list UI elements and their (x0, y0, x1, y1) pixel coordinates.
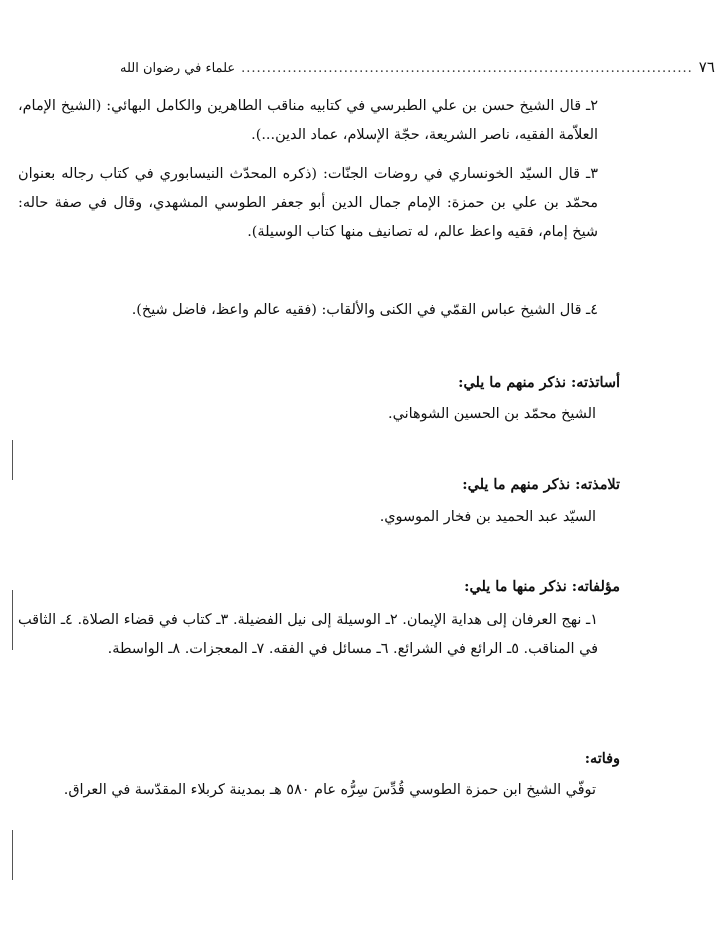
students-text: السيّد عبد الحميد بن فخار الموسوي. (379, 509, 596, 525)
scan-margin-line (12, 590, 13, 650)
running-header (120, 58, 715, 76)
scan-margin-line (12, 440, 13, 480)
opinion-4: ٤ـ قال الشيخ عباس القمّي في الكنى والألقاب: (فقيه عالم واعظ، فاضل شيخ). (131, 302, 598, 318)
death-text: توفّي الشيخ ابن حمزة الطوسي قُدِّسَ سِرُّه عام ٥٨٠ هـ بمدينة كربلاء المقدّسة في العراق. (63, 782, 596, 798)
scan-margin-line (12, 830, 13, 880)
teachers-text: الشيخ محمّد بن الحسين الشوهاني. (388, 406, 596, 422)
page-number: ٧٦ (698, 58, 715, 76)
running-title: علماء في رضوان الله (120, 61, 236, 76)
works-text: ١ـ نهج العرفان إلى هداية الإيمان. ٢ـ الوسيلة إلى نيل الفضيلة. ٣ـ كتاب في قضاء الصلاة. ٤ـ الثاقب في المناقب. ٥ـ الرائع في الشرائع. ٦ـ مسائل في الفقه. ٧ـ المعجزات. ٨ـ الواسطة. (18, 612, 598, 657)
students-heading: تلامذته: نذكر منهم ما يلي: (462, 476, 620, 493)
opinion-2: ٢ـ قال الشيخ حسن بن علي الطبرسي في كتابيه مناقب الطاهرين والكامل البهائي: (الشيخ الإمام، العلاّمة الفقيه، ناصر الشريعة، حجّة الإسلام، عماد الدين...). (18, 98, 598, 143)
works-heading: مؤلفاته: نذكر منها ما يلي: (464, 578, 620, 595)
teachers-heading: أساتذته: نذكر منهم ما يلي: (458, 374, 620, 391)
death-heading: وفاته: (584, 750, 620, 767)
leader-dots: ........................................................................................ (241, 61, 693, 76)
opinion-3: ٣ـ قال السيّد الخونساري في روضات الجنّات: (ذكره المحدّث النيسابوري في كتاب رجاله بعنوان محمّد بن علي بن حمزة: الإمام جمال الدين أبو جعفر الطوسي المشهدي، وقال في صفة حاله: شيخ إمام، فقيه واعظ عالم، له تصانيف منها كتاب الوسيلة). (18, 166, 598, 240)
